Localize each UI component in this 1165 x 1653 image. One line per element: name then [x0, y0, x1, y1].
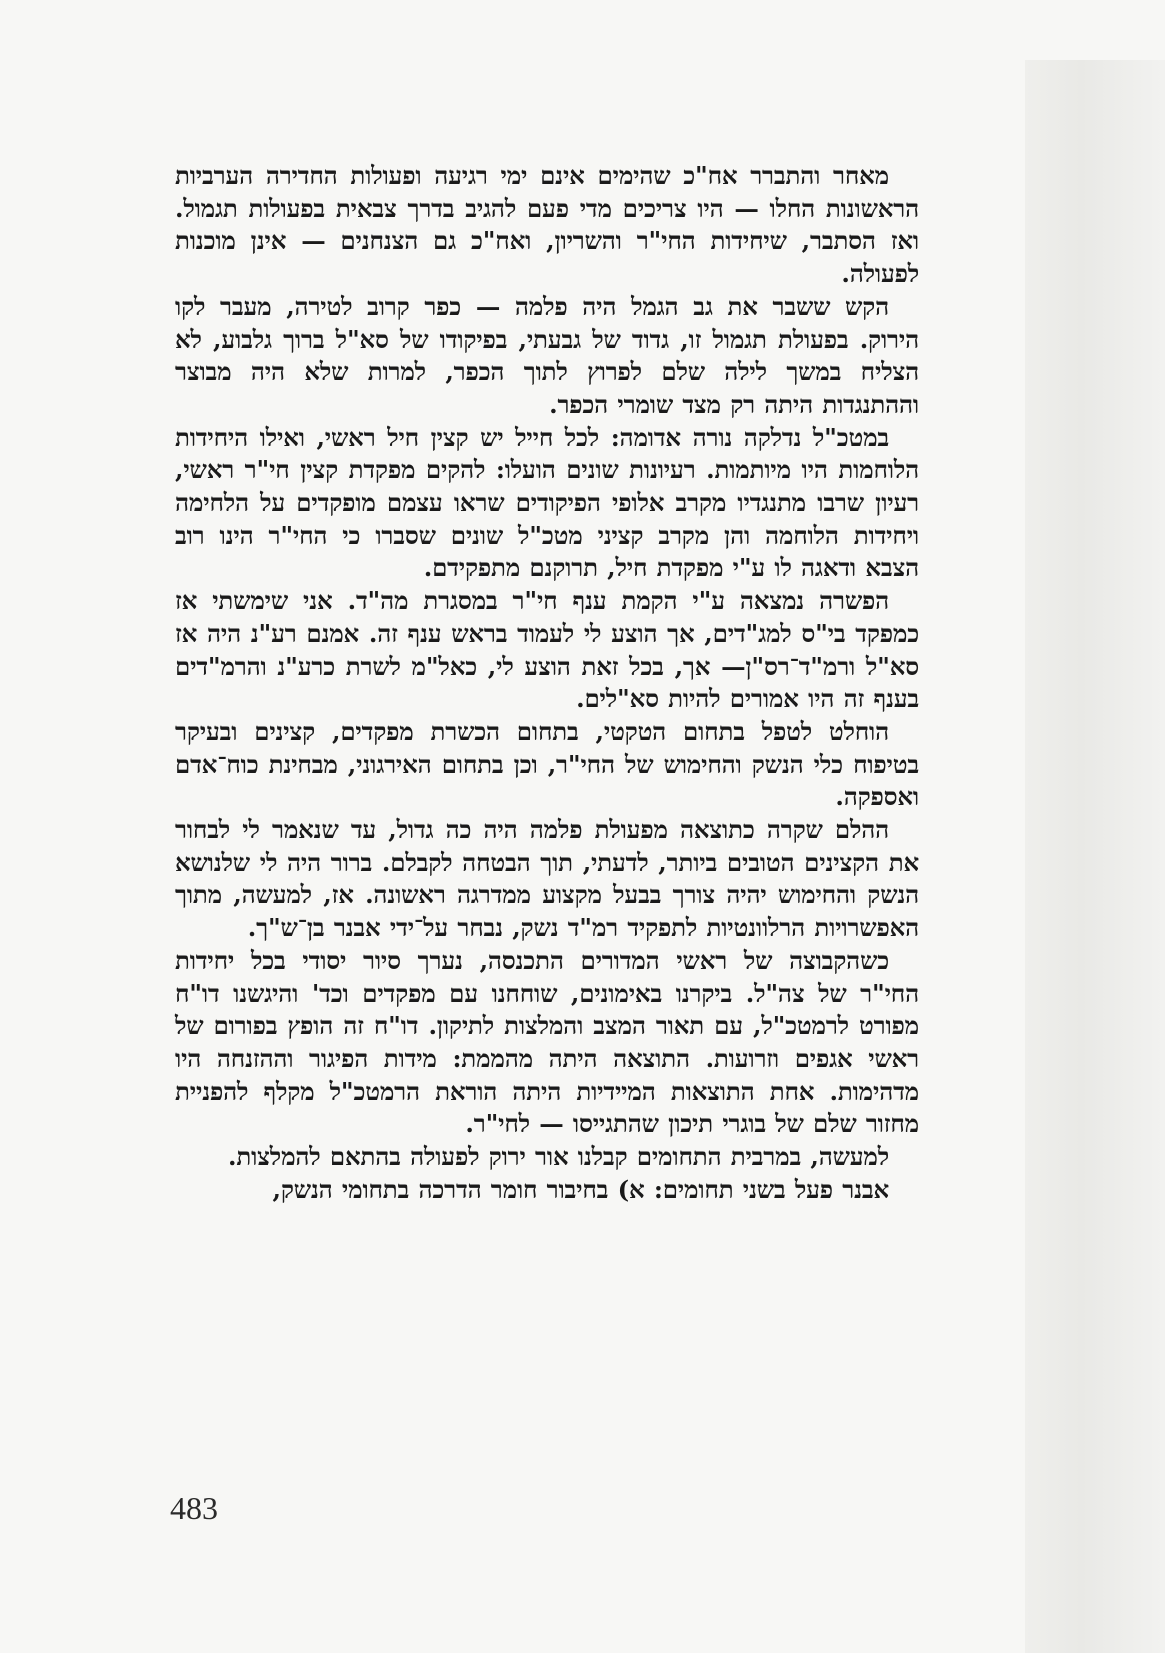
paragraph: מאחר והתברר אח"כ שהימים אינם ימי רגיעה ופעולות החדירה הערביות הראשונות החלו — היו צריכים מדי פעם להגיב בדרך צבאית בפעולות תגמול. ואז הסתבר, שיחידות החי"ר והשריון, ואח"כ גם הצנחנים — אינן מוכנות לפעולה. — [175, 161, 919, 289]
page-number: 483 — [170, 1490, 218, 1526]
paragraph: למעשה, במרבית התחומים קבלנו אור ירוק לפעולה בהתאם להמלצות. — [228, 1142, 889, 1172]
paragraph: הקש ששבר את גב הגמל היה פלמה — כפר קרוב לטירה, מעבר לקו הירוק. בפעולת תגמול זו, גדוד של גבעתי, בפיקודו של סא"ל ברוך גלבוע, לא הצליח במשך לילה שלם לפרוץ לתוך הכפר, למרות שלא היה מבוצר וההתנגדות היתה רק מצד שומרי הכפר. — [175, 291, 919, 419]
paragraph: הוחלט לטפל בתחום הטקטי, בתחום הכשרת מפקדים, קצינים ובעיקר בטיפוח כלי הנשק והחימוש של החי"ר, וכן בתחום האירגוני, מבחינת כוח־אדם ואספקה. — [175, 716, 919, 812]
paragraph: במטכ"ל נדלקה נורה אדומה: לכל חייל יש קצין חיל ראשי, ואילו היחידות הלוחמות היו מיותמות. רעיונות שונים הועלו: להקים מפקדת קצין חי"ר ראשי, רעיון שרבו מתנגדיו מקרב אלופי הפיקודים שראו עצמם מופקדים על הלחימה ויחידות הלוחמה והן מקרב קציני מטכ"ל שונים שסברו כי החי"ר הינו רוב הצבא ודאגה לו ע"י מפקדת חיל, תרוקנם מתפקידם. — [175, 422, 919, 583]
page-binding-shadow — [1025, 60, 1165, 1653]
body-text — [175, 160, 919, 1207]
paragraph: אבנר פעל בשני תחומים: א) בחיבור חומר הדרכה בתחומי הנשק, — [272, 1174, 889, 1204]
paragraph: הפשרה נמצאה ע"י הקמת ענף חי"ר במסגרת מה"ד. אני שימשתי אז כמפקד בי"ס למג"דים, אך הוצע לי לעמוד בראש ענף זה. אמנם רע"נ היה אז סא"ל ורמ"ד־רס"ן— אך, בכל זאת הוצע לי, כאל"מ לשרת כרע"נ והרמ"דים בענף זה היו אמורים להיות סא"לים. — [175, 586, 919, 714]
paragraph: ההלם שקרה כתוצאה מפעולת פלמה היה כה גדול, עד שנאמר לי לבחור את הקצינים הטובים ביותר, לדעתי, תוך הבטחה לקבלם. ברור היה לי שלנושא הנשק והחימוש יהיה צורך בבעל מקצוע ממדרגה ראשונה. אז, למעשה, מתוך האפשרויות הרלוונטיות לתפקיד רמ"ד נשק, נבחר על־ידי אבנר בן־ש"ך. — [175, 815, 919, 943]
paragraph: כשהקבוצה של ראשי המדורים התכנסה, נערך סיור יסודי בכל יחידות החי"ר של צה"ל. ביקרנו באימונים, שוחחנו עם מפקדים וכד' והיגשנו דו"ח מפורט לרמטכ"ל, עם תאור המצב והמלצות לתיקון. דו"ח זה הופץ בפורום של ראשי אגפים וזרועות. התוצאה היתה מהממת: מידות הפיגור וההזנחה היו מדהימות. אחת התוצאות המיידיות היתה הוראת הרמטכ"ל מקלף להפניית מחזור שלם של בוגרי תיכון שהתגייסו — לחי"ר. — [175, 945, 919, 1139]
